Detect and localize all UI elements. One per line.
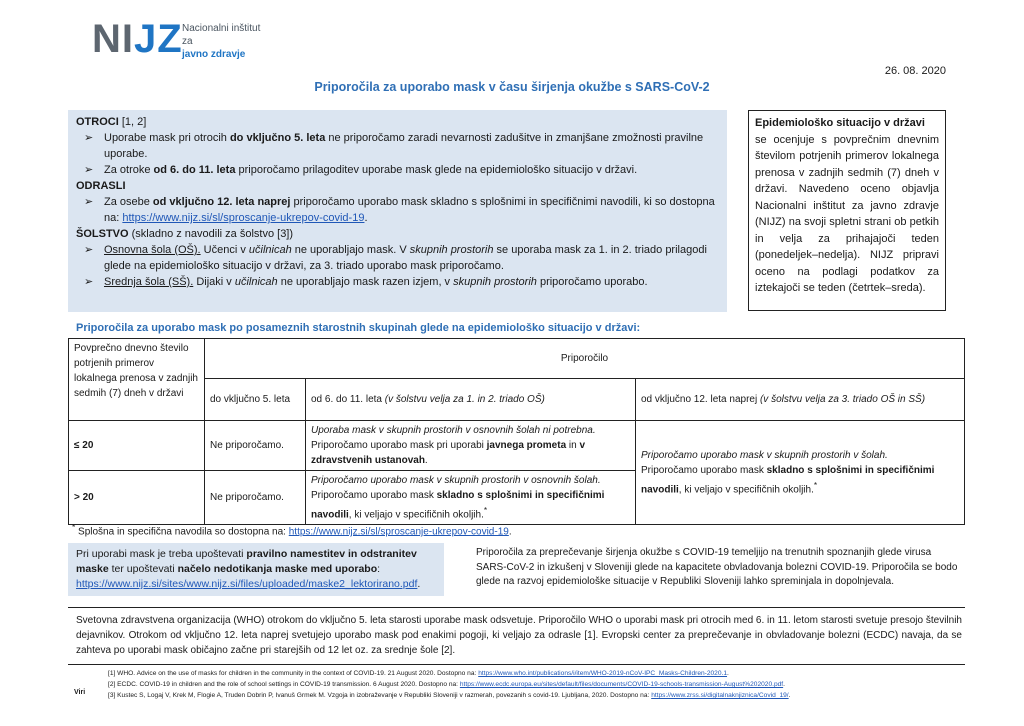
reference-item: [3] Kustec S, Logaj V, Krek M, Flogie A, Truden Dobrin P, Ivanuš Grmek M. Vzgoja in izobraževanje v Republiki Sloveniji v razmerah, povezanih s covid-19. Ljubljana, 2020. Dostopno na: https://www.zrss.si/digitalnaknjiznica/Covid_19/. bbox=[108, 692, 791, 699]
epi-box-heading: Epidemiološko situacijo v državi bbox=[755, 117, 925, 129]
table-cell: Priporočamo uporabo mask v skupnih prostorih v osnovnih šolah. Priporočamo uporabo mask skladno s splošnimi in specifičnimi navodili, ki veljajo v specifičnih okoljih.* bbox=[306, 471, 636, 525]
table-cell: Uporaba mask v skupnih prostorih v osnovnih šolah ni potrebna. Priporočamo uporabo mask pri uporabi javnega prometa in v zdravstvenih ustanovah. bbox=[306, 421, 636, 471]
logo-institute-name: Nacionalni inštitut za javno zdravje bbox=[182, 23, 261, 60]
arrow-bullet-icon: ➢ bbox=[84, 196, 94, 208]
table-cell: Priporočamo uporabo mask v skupnih prostorih v šolah. Priporočamo uporabo mask skladno s splošnimi in specifičnimi navodili, ki veljajo v specifičnih okoljih.* bbox=[636, 421, 965, 525]
mask-instructions-link[interactable]: https://www.nijz.si/sites/www.nijz.si/files/uploaded/maske2_lektorirano.pdf bbox=[76, 578, 418, 590]
list-item: ➢ Za osebe od vključno 12. leta naprej priporočamo uporabo mask skladno s splošnimi in specifičnimi navodili, ki so dostopna na: https://www.nijz.si/sl/sproscanje-ukrepov-covid-19. bbox=[84, 196, 715, 224]
covid-measures-link[interactable]: https://www.nijz.si/sl/sproscanje-ukrepov-covid-19 bbox=[122, 212, 365, 224]
list-item: ➢ Osnovna šola (OŠ). Učenci v učilnicah ne uporabljajo mask. V skupnih prostorih se uporaba mask za 1. in 2. triado prilagodi glede na epidemiološko situacijo v državi, za 3. triado uporabo mask priporočamo. bbox=[84, 244, 707, 272]
reference-item: [1] WHO. Advice on the use of masks for children in the community in the context of COVID-19. 21 August 2020. Dostopno na: https://www.who.int/publications/i/item/WHO-2019-nCoV-IPC_Masks-Children-2020.1. bbox=[108, 670, 729, 677]
document-title: Priporočila za uporabo mask v času širjenja okužbe s SARS-CoV-2 bbox=[314, 80, 710, 94]
section-heading-otroci: OTROCI [1, 2] bbox=[76, 116, 147, 128]
guidelines-link[interactable]: https://www.nijz.si/sl/sproscanje-ukrepov-covid-19 bbox=[288, 526, 509, 538]
table-footnote: * Splošna in specifična navodila so dostopna na: https://www.nijz.si/sl/sproscanje-ukrepov-covid-19. bbox=[72, 522, 512, 538]
table-cell: Ne priporočamo. bbox=[205, 471, 306, 525]
col-header-age-5: do vključno 5. leta bbox=[205, 379, 306, 421]
section-heading-odrasli: ODRASLI bbox=[76, 180, 126, 192]
row-label-le-20: ≤ 20 bbox=[69, 421, 205, 471]
table-cell: Ne priporočamo. bbox=[205, 421, 306, 471]
list-item: ➢ Uporabe mask pri otrocih do vključno 5. leta ne priporočamo zaradi nevarnosti zadušitve in zmanjšane zmožnosti pravilne uporabe. bbox=[84, 132, 704, 160]
table-title: Priporočila za uporabo mask po posameznih starostnih skupinah glede na epidemiološko situacijo v državi: bbox=[76, 322, 641, 334]
reference-link[interactable]: https://www.who.int/publications/i/item/WHO-2019-nCoV-IPC_Masks-Children-2020.1 bbox=[478, 670, 728, 677]
logo-wordmark: NIJZ bbox=[92, 17, 183, 61]
nijz-logo bbox=[92, 16, 282, 62]
epi-box-body: se ocenjuje s povprečnim dnevnim številom potrjenih primerov lokalnega prenosa v zadnjih sedmih (7) dneh v državi. Navedeno oceno objavlja Nacionalni inštitut za javno zdravje (NIJZ) na svoji spletni strani ob petkih in velja za prihajajoči teden (ponedeljek–nedelja). NIJZ pripravi oceno na podlagi podatkov za iztekajoči se teden (četrtek–sreda). bbox=[755, 133, 939, 294]
col-header-age-12: od vključno 12. leta naprej (v šolstvu velja za 3. triado OŠ in SŠ) bbox=[636, 379, 965, 421]
table-header-row bbox=[69, 339, 965, 379]
reference-link[interactable]: https://www.zrss.si/digitalnaknjiznica/Covid_19/ bbox=[651, 692, 789, 699]
reference-link[interactable]: https://www.ecdc.europa.eu/sites/default/files/documents/COVID-19-schools-transmission-August%202020.pdf bbox=[459, 681, 784, 688]
mask-usage-box: Pri uporabi mask je treba upoštevati pravilno namestitev in odstranitev maske ter upoštevati načelo nedotikanja maske med uporabo: https://www.nijz.si/sites/www.nijz.si/files/uploaded/maske2_lektorirano.pdf. bbox=[68, 543, 444, 596]
section-heading-solstvo: ŠOLSTVO (skladno z navodili za šolstvo [3]) bbox=[76, 228, 294, 240]
list-item: ➢ Za otroke od 6. do 11. leta priporočamo prilagoditev uporabe mask glede na epidemiološko situacijo v državi. bbox=[84, 164, 638, 176]
col-header-age-6-11: od 6. do 11. leta (v šolstvu velja za 1. in 2. triado OŠ) bbox=[306, 379, 636, 421]
who-paragraph: Svetovna zdravstvena organizacija (WHO) otrokom do vključno 5. leta starosti uporabe mask odsvetuje. Priporočilo WHO o uporabi mask pri otrocih med 6. in 11. letom starosti svetuje presojo številnih dejavnikov. Otrokom od vključno 12. leta naprej svetujejo uporabo mask pod enakimi pogoji, ki veljajo za odrasle [1]. Evropski center za preprečevanje in obvladovanje bolezni (ECDC) navaja, da se zahteva po uporabi mask običajno začne pri starejših od 12 let oz. za srednje šole [2]. bbox=[76, 615, 962, 656]
document-date: 26. 08. 2020 bbox=[884, 65, 946, 77]
epidemiological-situation-box bbox=[748, 110, 946, 311]
recommendation-table bbox=[68, 338, 965, 525]
list-item: ➢ Srednja šola (SŠ). Dijaki v učilnicah ne uporabljajo mask razen izjem, v skupnih prostorih priporočamo uporabo. bbox=[84, 276, 648, 288]
divider bbox=[68, 607, 965, 608]
references-label: Viri bbox=[74, 689, 86, 696]
table-corner-cell: Povprečno dnevno število potrjenih primerov lokalnega prenosa v zadnjih sedmih (7) dneh v državi bbox=[69, 339, 205, 421]
references-list bbox=[108, 668, 964, 701]
arrow-bullet-icon: ➢ bbox=[84, 164, 94, 176]
divider bbox=[68, 664, 965, 665]
disclaimer-paragraph: Priporočila za preprečevanje širjenja okužbe s COVID-19 temeljijo na trenutnih spoznanjih glede virusa SARS-CoV-2 in izkušenj v Sloveniji glede na kapacitete obvladovanja bolezni COVID-19. Priporočila se bodo glede na razvoj epidemiološke situacije v Republiki Sloveniji lahko spreminjala in dopolnjevala. bbox=[476, 547, 958, 587]
arrow-bullet-icon: ➢ bbox=[84, 244, 94, 256]
table-header-priporocilo: Priporočilo bbox=[205, 339, 965, 379]
arrow-bullet-icon: ➢ bbox=[84, 132, 94, 144]
arrow-bullet-icon: ➢ bbox=[84, 276, 94, 288]
recommendations-box bbox=[68, 110, 727, 312]
reference-item: [2] ECDC. COVID-19 in children and the role of school settings in COVID-19 transmission. 6 August 2020. Dostopno na: https://www.ecdc.europa.eu/sites/default/files/documents/COVID-19-schools-transmission-August%202020.pdf. bbox=[108, 681, 785, 688]
table-row bbox=[69, 421, 965, 471]
row-label-gt-20: > 20 bbox=[69, 471, 205, 525]
